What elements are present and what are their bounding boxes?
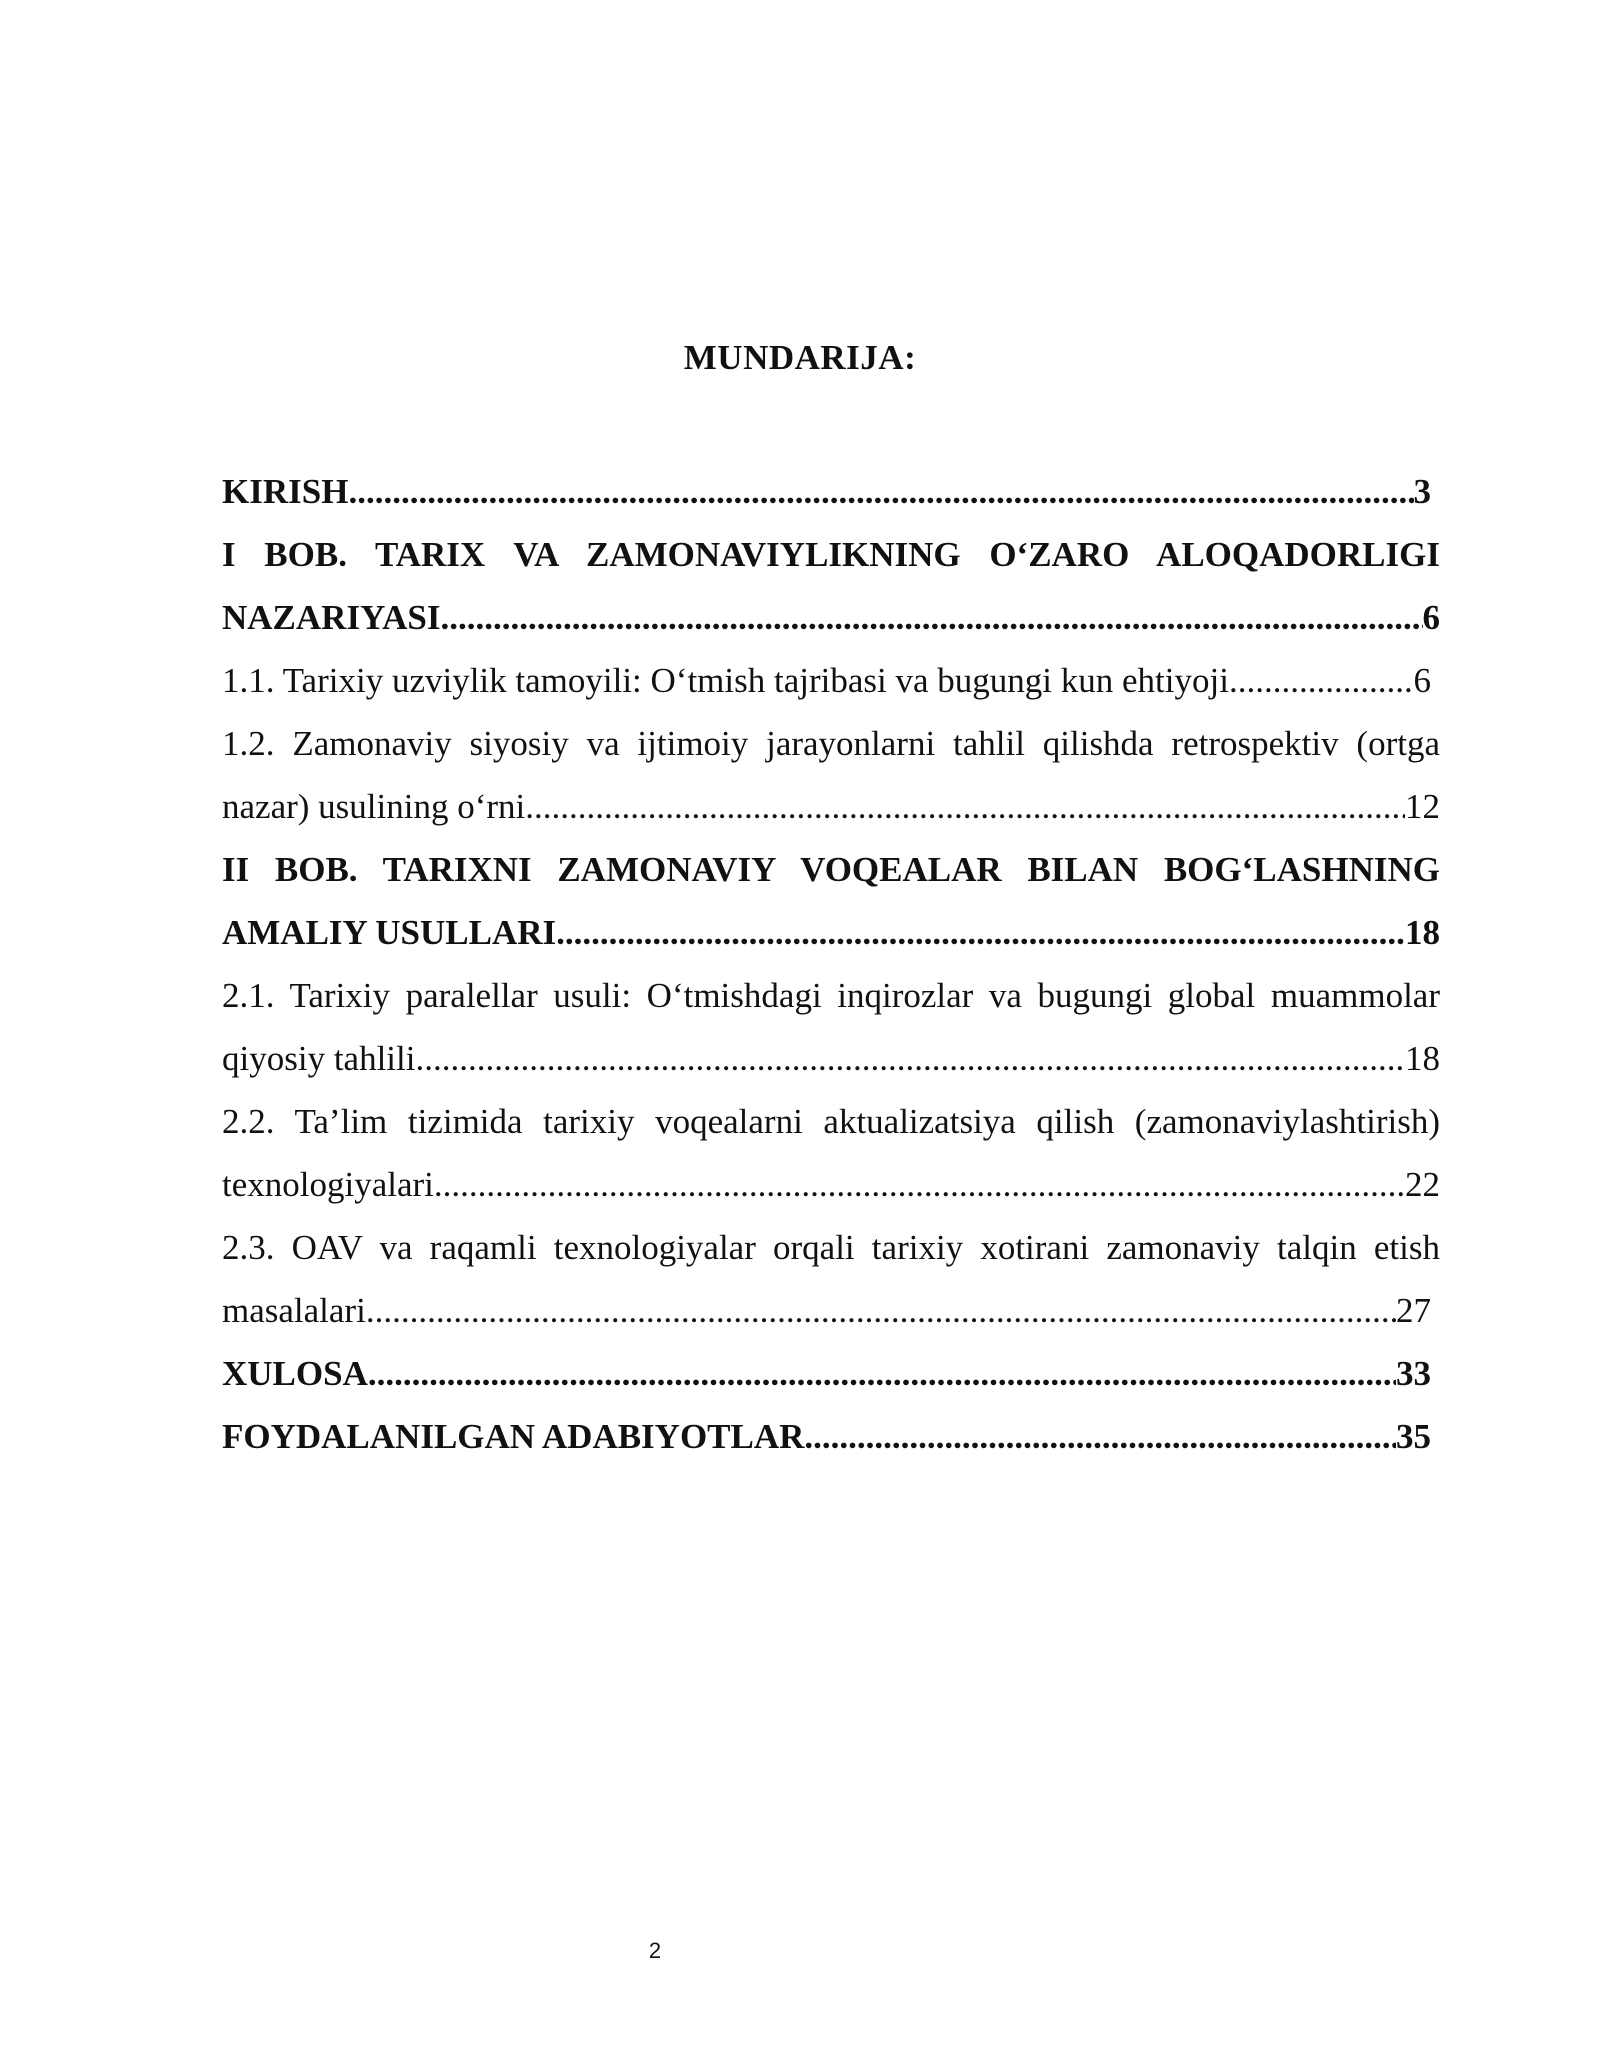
toc-page-number: 12 [1405,787,1440,826]
toc-entry-1-2-line2[interactable] [222,775,1440,838]
toc-heading: MUNDARIJA: [683,338,917,377]
toc-entry-2-3-line1[interactable] [222,1216,1440,1279]
toc-entry-2-2-line1[interactable] [222,1090,1440,1153]
toc-entry-label: KIRISH [222,472,349,511]
dot-leader [368,1342,1396,1405]
dot-leader [415,1027,1405,1090]
toc-entry-chapter-1-line2[interactable] [222,586,1440,649]
toc-entry-chapter-1-line1[interactable] [222,523,1440,586]
dot-leader [804,1405,1396,1468]
toc-entry-1-1[interactable] [222,649,1431,712]
toc-page-number: 27 [1396,1291,1431,1330]
toc-entry-2-3-line2[interactable] [222,1279,1431,1342]
toc-entry-label: 2.1. Tarixiy paralellar usuli: O‘tmishdagi inqirozlar va bugungi global muammolar [222,976,1440,1015]
dot-leader [348,460,1413,523]
toc-entry-label: 2.2. Ta’lim tizimida tarixiy voqealarni aktualizatsiya qilish (zamonaviylashtirish) [222,1102,1440,1141]
toc-entry-2-1-line1[interactable] [222,964,1440,1027]
toc-entry-label: nazar) usulining o‘rni [222,787,526,826]
dot-leader [525,775,1405,838]
page-number: 2 [648,1938,662,1963]
toc-page-number: 18 [1405,1039,1440,1078]
toc-entry-2-2-line2[interactable] [222,1153,1440,1216]
toc-entry-references[interactable] [222,1405,1431,1468]
toc-page-number: 3 [1413,472,1431,511]
dot-leader [366,1279,1396,1342]
toc-entry-label: I BOB. TARIX VA ZAMONAVIYLIKNING O‘ZARO ALOQADORLIGI [222,535,1440,574]
toc-entry-kirish[interactable] [222,460,1431,523]
dot-leader [441,586,1423,649]
dot-leader [434,1153,1405,1216]
toc-entry-label: texnologiyalari [222,1165,434,1204]
toc-entry-label: NAZARIYASI [222,598,441,637]
toc-page-number: 6 [1422,598,1440,637]
toc-page-number: 22 [1405,1165,1440,1204]
toc-entry-label: II BOB. TARIXNI ZAMONAVIY VOQEALAR BILAN BOG‘LASHNING [222,850,1440,889]
dot-leader [556,901,1405,964]
toc-entry-label: XULOSA [222,1354,368,1393]
toc-page-number: 6 [1413,661,1431,700]
table-of-contents [222,460,1440,1468]
toc-entry-label: FOYDALANILGAN ADABIYOTLAR [222,1417,805,1456]
toc-entry-label: masalalari [222,1291,366,1330]
toc-entry-label: AMALIY USULLARI [222,913,557,952]
toc-entry-label: 1.2. Zamonaviy siyosiy va ijtimoiy jarayonlarni tahlil qilishda retrospektiv (ortga [222,724,1440,763]
dot-leader [1229,649,1414,712]
toc-entry-label: 1.1. Tarixiy uzviylik tamoyili: O‘tmish tajribasi va bugungi kun ehtiyoji [222,661,1229,700]
toc-page-number: 33 [1396,1354,1431,1393]
toc-entry-chapter-2-line2[interactable] [222,901,1440,964]
toc-entry-label: 2.3. OAV va raqamli texnologiyalar orqali tarixiy xotirani zamonaviy talqin etish [222,1228,1440,1267]
toc-entry-xulosa[interactable] [222,1342,1431,1405]
toc-entry-chapter-2-line1[interactable] [222,838,1440,901]
toc-page-number: 35 [1396,1417,1431,1456]
toc-entry-2-1-line2[interactable] [222,1027,1440,1090]
toc-page-number: 18 [1405,913,1440,952]
toc-entry-1-2-line1[interactable] [222,712,1440,775]
toc-entry-label: qiyosiy tahlili [222,1039,416,1078]
